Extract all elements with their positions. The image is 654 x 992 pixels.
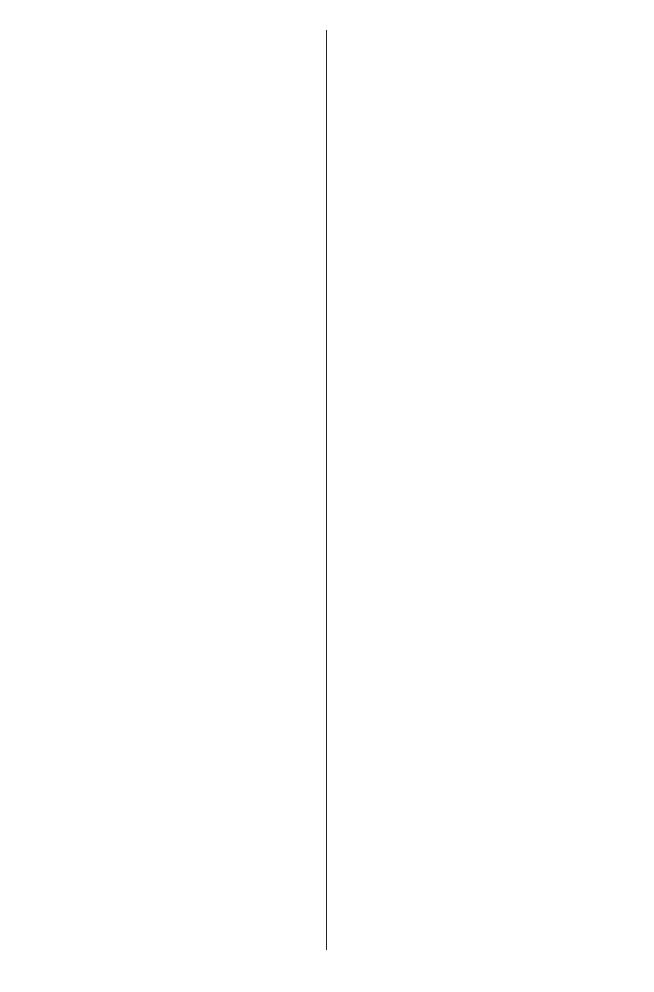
watermark-logo (430, 912, 640, 982)
column-divider (326, 30, 327, 950)
